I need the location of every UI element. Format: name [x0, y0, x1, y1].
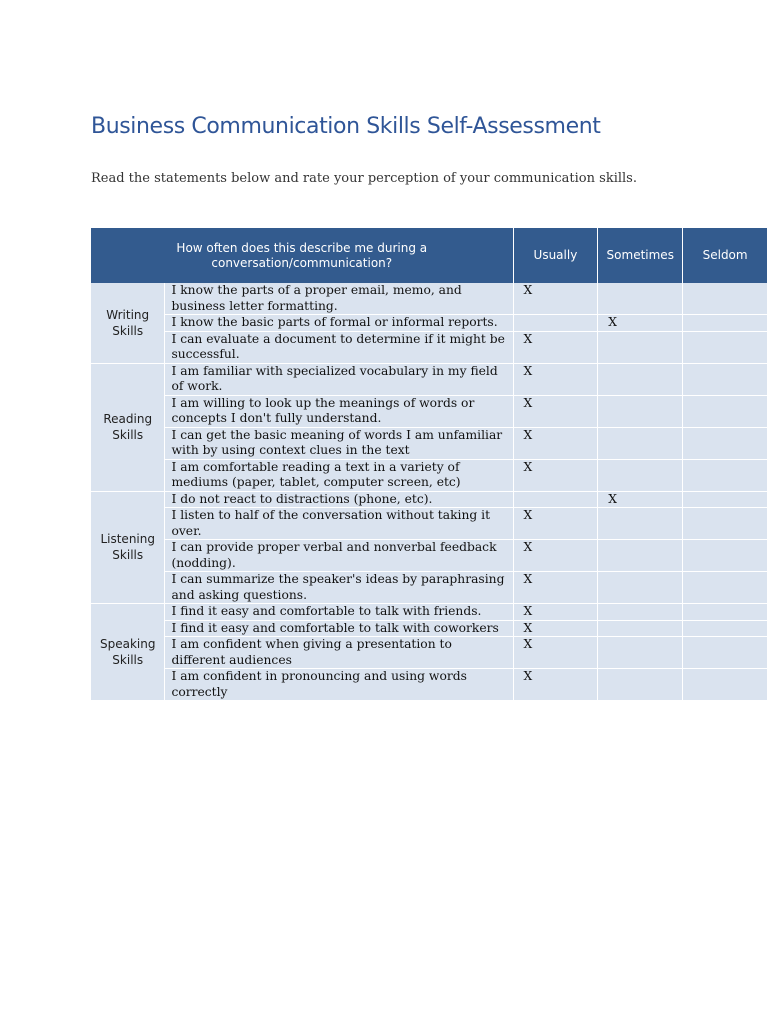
seldom-cell: [683, 540, 768, 572]
rating-mark: X: [523, 395, 533, 410]
question-header: How often does this describe me during a conversation/communication?: [91, 228, 513, 283]
sometimes-cell: [598, 604, 683, 621]
usually-cell: [513, 508, 598, 540]
seldom-cell: [683, 283, 768, 315]
sometimes-cell: [598, 620, 683, 637]
table-row: [91, 604, 768, 621]
table-row: [91, 315, 768, 332]
sometimes-cell: [598, 331, 683, 363]
rating-mark: X: [523, 427, 533, 442]
usually-cell: [513, 637, 598, 669]
rating-mark: X: [523, 363, 533, 378]
seldom-cell: [683, 604, 768, 621]
sometimes-cell: [598, 572, 683, 604]
assessment-body: [91, 283, 768, 701]
seldom-cell: [683, 508, 768, 540]
seldom-cell: [683, 637, 768, 669]
sometimes-cell: [598, 637, 683, 669]
rating-mark: X: [523, 508, 533, 522]
usually-cell: [513, 604, 598, 621]
category-label: Reading Skills: [91, 363, 165, 491]
rating-mark: X: [523, 459, 533, 474]
category-label: Listening Skills: [91, 491, 165, 604]
table-row: [91, 363, 768, 395]
usually-cell: [513, 491, 598, 508]
table-row: [91, 572, 768, 604]
usually-cell: [513, 363, 598, 395]
seldom-cell: [683, 620, 768, 637]
rating-mark: X: [523, 604, 533, 618]
statement-cell: I am confident in pronouncing and using words correctly: [165, 669, 513, 701]
usually-cell: [513, 459, 598, 491]
usually-cell: [513, 572, 598, 604]
sometimes-header: Sometimes: [598, 228, 683, 283]
table-row: [91, 459, 768, 491]
usually-cell: [513, 395, 598, 427]
sometimes-cell: [598, 508, 683, 540]
statement-cell: I listen to half of the conversation without taking it over.: [165, 508, 513, 540]
seldom-cell: [683, 459, 768, 491]
table-row: [91, 283, 768, 315]
assessment-table: [91, 228, 768, 701]
rating-mark: X: [523, 283, 533, 297]
statement-cell: I am familiar with specialized vocabulary in my field of work.: [165, 363, 513, 395]
page-title: Business Communication Skills Self-Assessment: [91, 114, 601, 139]
category-label: Writing Skills: [91, 283, 165, 363]
sometimes-cell: [598, 283, 683, 315]
usually-cell: [513, 283, 598, 315]
seldom-cell: [683, 315, 768, 332]
statement-cell: I can evaluate a document to determine if it might be successful.: [165, 331, 513, 363]
rating-mark: X: [608, 315, 618, 329]
statement-cell: I am confident when giving a presentation to different audiences: [165, 637, 513, 669]
usually-cell: [513, 620, 598, 637]
statement-cell: I can get the basic meaning of words I am unfamiliar with by using context clues in the text: [165, 427, 513, 459]
statement-cell: I find it easy and comfortable to talk with friends.: [165, 604, 513, 621]
seldom-cell: [683, 395, 768, 427]
category-label: Speaking Skills: [91, 604, 165, 701]
table-row: [91, 620, 768, 637]
table-row: [91, 637, 768, 669]
sometimes-cell: [598, 363, 683, 395]
header-row: [91, 228, 768, 283]
rating-mark: X: [608, 491, 618, 506]
seldom-cell: [683, 669, 768, 701]
statement-cell: I know the basic parts of formal or informal reports.: [165, 315, 513, 332]
usually-cell: [513, 669, 598, 701]
statement-cell: I am willing to look up the meanings of words or concepts I don't fully understand.: [165, 395, 513, 427]
rating-mark: X: [523, 637, 533, 651]
table-row: [91, 508, 768, 540]
sometimes-cell: [598, 395, 683, 427]
statement-cell: I find it easy and comfortable to talk with coworkers: [165, 620, 513, 637]
seldom-cell: [683, 331, 768, 363]
sometimes-cell: [598, 459, 683, 491]
statement-cell: I know the parts of a proper email, memo, and business letter formatting.: [165, 283, 513, 315]
usually-header: Usually: [513, 228, 598, 283]
seldom-cell: [683, 427, 768, 459]
table-row: [91, 427, 768, 459]
rating-mark: X: [523, 331, 533, 346]
rating-mark: X: [523, 572, 533, 586]
sometimes-cell: [598, 540, 683, 572]
table-row: [91, 491, 768, 508]
usually-cell: [513, 315, 598, 332]
statement-cell: I can summarize the speaker's ideas by paraphrasing and asking questions.: [165, 572, 513, 604]
rating-mark: X: [523, 669, 533, 683]
intro-text: Read the statements below and rate your perception of your communication skills.: [91, 171, 637, 186]
table-row: [91, 331, 768, 363]
seldom-header: Seldom: [683, 228, 768, 283]
table-row: [91, 540, 768, 572]
usually-cell: [513, 331, 598, 363]
statement-cell: I can provide proper verbal and nonverbal feedback (nodding).: [165, 540, 513, 572]
statement-cell: I am comfortable reading a text in a variety of mediums (paper, tablet, computer screen, etc): [165, 459, 513, 491]
table-row: [91, 395, 768, 427]
usually-cell: [513, 427, 598, 459]
usually-cell: [513, 540, 598, 572]
rating-mark: X: [523, 540, 533, 554]
seldom-cell: [683, 572, 768, 604]
sometimes-cell: [598, 315, 683, 332]
table-row: [91, 669, 768, 701]
sometimes-cell: [598, 491, 683, 508]
seldom-cell: [683, 363, 768, 395]
sometimes-cell: [598, 669, 683, 701]
seldom-cell: [683, 491, 768, 508]
sometimes-cell: [598, 427, 683, 459]
statement-cell: I do not react to distractions (phone, etc).: [165, 491, 513, 508]
rating-mark: X: [523, 620, 533, 635]
